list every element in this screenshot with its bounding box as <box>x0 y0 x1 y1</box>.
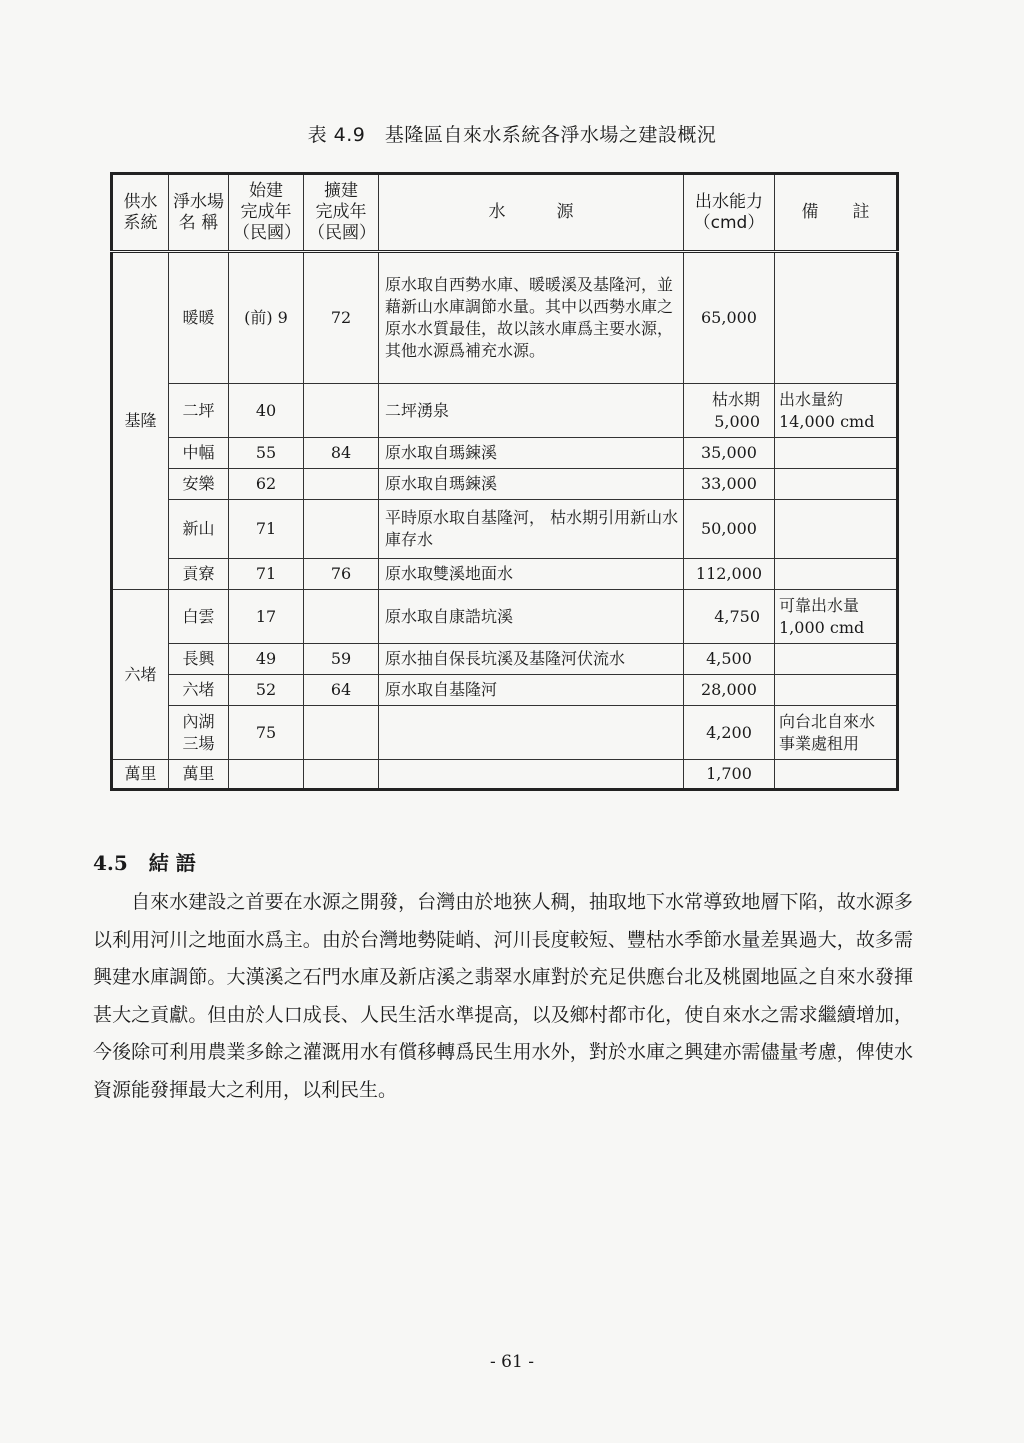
source-cell <box>379 760 684 790</box>
system-cell: 萬里 <box>112 760 169 790</box>
note-cell <box>775 252 898 384</box>
table-caption: 表 4.9 基隆區自來水系統各淨水場之建設概況 <box>307 124 717 146</box>
start-year-cell: 40 <box>229 384 304 438</box>
capacity-cell: 28,000 <box>684 675 775 706</box>
plant-cell: 中幅 <box>169 438 229 469</box>
source-cell: 原水取自瑪鋉溪 <box>379 438 684 469</box>
source-cell: 平時原水取自基隆河， 枯水期引用新山水庫存水 <box>379 500 684 559</box>
conclusion-paragraph <box>93 884 913 1109</box>
note-cell <box>775 559 898 590</box>
plant-cell: 二坪 <box>169 384 229 438</box>
plant-cell: 白雲 <box>169 590 229 644</box>
header-expand-year <box>304 174 379 252</box>
expand-year-cell: 64 <box>304 675 379 706</box>
note-cell <box>775 675 898 706</box>
expand-year-cell: 59 <box>304 644 379 675</box>
system-cell: 六堵 <box>112 590 169 760</box>
note-cell <box>775 644 898 675</box>
start-year-cell: 62 <box>229 469 304 500</box>
paragraph-text: 自來水建設之首要在水源之開發，台灣由於地狹人稠，抽取地下水常導致地層下陷，故水源多以利用河川之地面水爲主。由於台灣地勢陡峭、河川長度較短、豐枯水季節水量差異過大，故多需興建水庫調節。大漢溪之石門水庫及新店溪之翡翠水庫對於充足供應台北及桃園地區之自來水發揮甚大之貢獻。但由於人口成長、人民生活水準提高，以及鄉村都市化，使自來水之需求繼續增加，今後除可利用農業多餘之灌溉用水有償移轉爲民生用水外，對於水庫之興建亦需儘量考慮，俾使水資源能發揮最大之利用，以利民生。 <box>93 891 913 1101</box>
system-cell: 基隆 <box>112 252 169 590</box>
plant-cell: 暖暖 <box>169 252 229 384</box>
section-title: 結 語 <box>148 851 196 875</box>
table-row <box>112 252 898 384</box>
table-row <box>112 469 898 500</box>
start-year-cell: 71 <box>229 559 304 590</box>
start-year-cell <box>229 760 304 790</box>
note-cell <box>775 500 898 559</box>
header-start-line1: 始建 <box>249 181 283 201</box>
note-cell <box>775 760 898 790</box>
table-row <box>112 438 898 469</box>
water-plant-table <box>110 172 899 791</box>
table-row <box>112 500 898 559</box>
header-capacity <box>684 174 775 252</box>
table-row <box>112 706 898 760</box>
note-cell <box>775 469 898 500</box>
note-cell: 向台北自來水 事業處租用 <box>775 706 898 760</box>
start-year-cell: 52 <box>229 675 304 706</box>
header-expand-line2: 完成年 <box>315 202 367 222</box>
start-year-cell: 75 <box>229 706 304 760</box>
source-cell <box>379 706 684 760</box>
capacity-cell: 65,000 <box>684 252 775 384</box>
plant-cell: 萬里 <box>169 760 229 790</box>
capacity-cell: 枯水期 5,000 <box>684 384 775 438</box>
header-source: 水 源 <box>379 174 684 252</box>
capacity-cell: 33,000 <box>684 469 775 500</box>
capacity-cell: 112,000 <box>684 559 775 590</box>
plant-cell: 六堵 <box>169 675 229 706</box>
start-year-cell: 49 <box>229 644 304 675</box>
header-plant <box>169 174 229 252</box>
expand-year-cell <box>304 384 379 438</box>
capacity-cell: 4,750 <box>684 590 775 644</box>
source-cell: 原水取自瑪鋉溪 <box>379 469 684 500</box>
table-row <box>112 590 898 644</box>
header-capacity-line2: （cmd） <box>693 212 765 233</box>
expand-year-cell: 84 <box>304 438 379 469</box>
start-year-cell: 71 <box>229 500 304 559</box>
header-capacity-line1: 出水能力 <box>695 191 763 212</box>
capacity-cell: 1,700 <box>684 760 775 790</box>
start-year-cell: 55 <box>229 438 304 469</box>
header-expand-line3: （民國） <box>308 223 376 243</box>
plant-cell: 新山 <box>169 500 229 559</box>
table-row <box>112 760 898 790</box>
expand-year-cell <box>304 706 379 760</box>
header-system-line2: 系統 <box>123 212 158 233</box>
header-start-line2: 完成年 <box>240 202 292 222</box>
note-cell: 出水量約 14,000 cmd <box>775 384 898 438</box>
source-cell: 原水取自康誥坑溪 <box>379 590 684 644</box>
note-cell: 可靠出水量 1,000 cmd <box>775 590 898 644</box>
expand-year-cell <box>304 500 379 559</box>
header-plant-line1: 淨水場 <box>173 191 224 212</box>
source-cell: 原水取自基隆河 <box>379 675 684 706</box>
table-row <box>112 384 898 438</box>
header-system <box>112 174 169 252</box>
source-cell: 原水抽自保長坑溪及基隆河伏流水 <box>379 644 684 675</box>
source-cell: 二坪湧泉 <box>379 384 684 438</box>
header-row <box>112 174 898 252</box>
start-year-cell: (前) 9 <box>229 252 304 384</box>
plant-cell: 安樂 <box>169 469 229 500</box>
capacity-cell: 35,000 <box>684 438 775 469</box>
table-row <box>112 559 898 590</box>
section-heading <box>93 847 196 876</box>
expand-year-cell <box>304 760 379 790</box>
plant-cell: 長興 <box>169 644 229 675</box>
page-number: - 61 - <box>490 1352 534 1372</box>
header-expand-line1: 擴建 <box>324 181 358 201</box>
header-start-line3: （民國） <box>233 223 301 243</box>
table-row <box>112 644 898 675</box>
expand-year-cell: 76 <box>304 559 379 590</box>
source-cell: 原水取自西勢水庫、暖暖溪及基隆河，並藉新山水庫調節水量。其中以西勢水庫之原水水質最佳，故以該水庫爲主要水源，其他水源爲補充水源。 <box>379 252 684 384</box>
header-start-year <box>229 174 304 252</box>
header-plant-line2: 名 稱 <box>178 212 219 233</box>
source-cell: 原水取雙溪地面水 <box>379 559 684 590</box>
start-year-cell: 17 <box>229 590 304 644</box>
table-row <box>112 675 898 706</box>
expand-year-cell <box>304 590 379 644</box>
plant-cell: 內湖 三場 <box>169 706 229 760</box>
header-note: 備 註 <box>775 174 898 252</box>
capacity-cell: 4,200 <box>684 706 775 760</box>
capacity-cell: 50,000 <box>684 500 775 559</box>
expand-year-cell: 72 <box>304 252 379 384</box>
header-system-line1: 供水 <box>123 191 158 212</box>
expand-year-cell <box>304 469 379 500</box>
note-cell <box>775 438 898 469</box>
plant-cell: 貢寮 <box>169 559 229 590</box>
capacity-cell: 4,500 <box>684 644 775 675</box>
section-number: 4.5 <box>93 851 128 875</box>
